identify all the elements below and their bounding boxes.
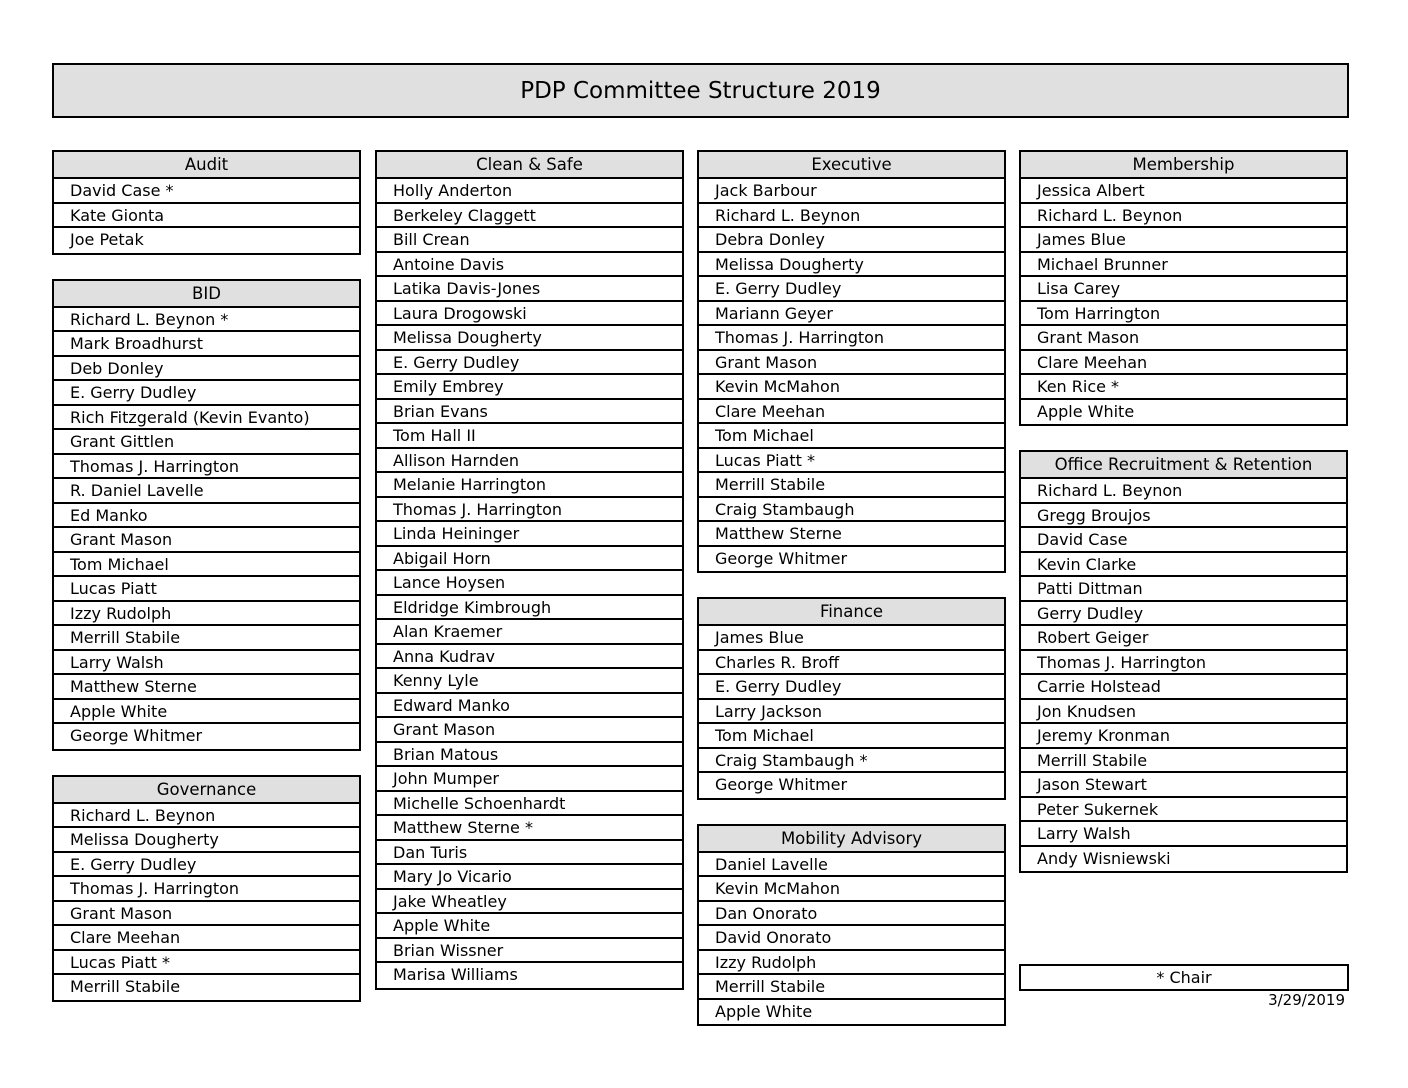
member-row: Michael Brunner [1021,253,1346,278]
member-row: Tom Michael [54,553,359,578]
member-row: E. Gerry Dudley [54,381,359,406]
member-row: Charles R. Broff [699,651,1004,676]
member-row: Thomas J. Harrington [54,455,359,480]
member-row: Grant Mason [377,718,682,743]
member-row: Robert Geiger [1021,626,1346,651]
member-row: David Case * [54,179,359,204]
member-row: Antoine Davis [377,253,682,278]
member-row: Merrill Stabile [1021,749,1346,774]
member-row: Richard L. Beynon [1021,479,1346,504]
member-row: Abigail Horn [377,547,682,572]
member-row: Holly Anderton [377,179,682,204]
member-row: Brian Matous [377,743,682,768]
member-row: Matthew Sterne * [377,816,682,841]
member-row: Merrill Stabile [54,626,359,651]
member-row: Rich Fitzgerald (Kevin Evanto) [54,406,359,431]
member-row: Apple White [54,700,359,725]
column-2 [375,150,684,990]
member-row: Dan Turis [377,841,682,866]
member-row: Izzy Rudolph [699,951,1004,976]
member-row: George Whitmer [715,548,848,568]
member-row: Larry Jackson [699,700,1004,725]
member-row: Thomas J. Harrington [377,498,682,523]
committee-header: BID [54,281,359,308]
member-row: E. Gerry Dudley [54,853,359,878]
member-row: Gregg Broujos [1021,504,1346,529]
member-row: Kevin McMahon [699,375,1004,400]
member-row: Jeremy Kronman [1021,724,1346,749]
member-row: Tom Harrington [1021,302,1346,327]
member-row: Alan Kraemer [377,620,682,645]
member-row: Carrie Holstead [1021,675,1346,700]
member-row: James Blue [699,626,1004,651]
member-row: James Blue [1021,228,1346,253]
member-row: Clare Meehan [699,400,1004,425]
committee-clean-safe [375,150,684,990]
member-row: Brian Evans [377,400,682,425]
member-row: Allison Harnden [377,449,682,474]
member-row: David Onorato [699,926,1004,951]
member-row: Richard L. Beynon [699,204,1004,229]
member-row: Thomas J. Harrington [699,326,1004,351]
member-row: John Mumper [377,767,682,792]
member-row: Grant Mason [699,351,1004,376]
member-row: Lucas Piatt * [54,951,359,976]
member-row: Daniel Lavelle [699,853,1004,878]
member-row: Linda Heininger [377,522,682,547]
committee-header: Office Recruitment & Retention [1021,452,1346,479]
member-row: Marisa Williams [393,965,518,984]
committee-governance [52,775,361,1002]
member-row: Jake Wheatley [377,890,682,915]
member-row: R. Daniel Lavelle [54,479,359,504]
member-row: Clare Meehan [54,926,359,951]
member-row: Richard L. Beynon [54,804,359,829]
member-row: George Whitmer [715,775,848,794]
committee-header: Mobility Advisory [699,826,1004,853]
member-row: Brian Wissner [377,939,682,964]
member-row: Berkeley Claggett [377,204,682,229]
chair-legend: * Chair [1019,964,1349,991]
column-3 [697,150,1006,1026]
member-row: Matthew Sterne [54,675,359,700]
member-row: Mark Broadhurst [54,332,359,357]
member-row: Tom Michael [699,424,1004,449]
committee-finance [697,597,1006,800]
member-row: Izzy Rudolph [54,602,359,627]
member-row: Lucas Piatt [54,577,359,602]
member-row: Thomas J. Harrington [1021,651,1346,676]
member-row: Lance Hoysen [377,571,682,596]
member-row: Laura Drogowski [377,302,682,327]
member-row: Peter Sukernek [1021,798,1346,823]
committee-office-recruitment-retention [1019,450,1348,873]
member-row: Melissa Dougherty [377,326,682,351]
member-row: Merrill Stabile [699,473,1004,498]
member-row: Ken Rice * [1021,375,1346,400]
member-row: David Case [1021,528,1346,553]
member-row: Jessica Albert [1021,179,1346,204]
committee-header: Finance [699,599,1004,626]
member-row: E. Gerry Dudley [377,351,682,376]
member-row: Tom Hall II [377,424,682,449]
member-row: Edward Manko [377,694,682,719]
member-row: Kenny Lyle [377,669,682,694]
committee-header: Governance [54,777,359,804]
member-row: Melissa Dougherty [699,253,1004,278]
member-row: Lisa Carey [1021,277,1346,302]
member-row: Clare Meehan [1021,351,1346,376]
member-row: Grant Gittlen [54,430,359,455]
document-date: 3/29/2019 [1268,991,1345,1009]
member-row: George Whitmer [70,726,203,745]
member-row: Anna Kudrav [377,645,682,670]
member-row: Apple White [715,1001,813,1021]
member-row: Grant Mason [54,528,359,553]
member-row: Eldridge Kimbrough [377,596,682,621]
member-row: Jason Stewart [1021,773,1346,798]
member-row: Larry Walsh [1021,822,1346,847]
member-row: Kevin McMahon [699,877,1004,902]
committee-bid [52,279,361,751]
member-row: Grant Mason [1021,326,1346,351]
member-row: Thomas J. Harrington [54,877,359,902]
member-row: Richard L. Beynon [1021,204,1346,229]
committee-mobility-advisory [697,824,1006,1027]
member-row: Latika Davis-Jones [377,277,682,302]
member-row: Kevin Clarke [1021,553,1346,578]
member-row: Craig Stambaugh * [699,749,1004,774]
member-row: Joe Petak [70,230,144,249]
member-row: Melanie Harrington [377,473,682,498]
member-row: Matthew Sterne [699,522,1004,547]
member-row: Apple White [1037,401,1135,421]
column-1 [52,150,361,1002]
member-row: Grant Mason [54,902,359,927]
member-row: Merrill Stabile [699,975,1004,1000]
member-row: Gerry Dudley [1021,602,1346,627]
member-row: Michelle Schoenhardt [377,792,682,817]
member-row: Jon Knudsen [1021,700,1346,725]
member-row: Kate Gionta [54,204,359,229]
member-row: Debra Donley [699,228,1004,253]
committee-header: Executive [699,152,1004,179]
committee-audit [52,150,361,255]
member-row: Patti Dittman [1021,577,1346,602]
member-row: Tom Michael [699,724,1004,749]
member-row: Andy Wisniewski [1037,848,1171,868]
column-4 [1019,150,1348,873]
member-row: Bill Crean [377,228,682,253]
member-row: Deb Donley [54,357,359,382]
committee-header: Audit [54,152,359,179]
member-row: Emily Embrey [377,375,682,400]
member-row: Jack Barbour [699,179,1004,204]
member-row: E. Gerry Dudley [699,277,1004,302]
committee-membership [1019,150,1348,426]
member-row: Ed Manko [54,504,359,529]
member-row: Richard L. Beynon * [54,308,359,333]
member-row: Mariann Geyer [699,302,1004,327]
member-row: E. Gerry Dudley [699,675,1004,700]
committee-header: Membership [1021,152,1346,179]
member-row: Larry Walsh [54,651,359,676]
committee-executive [697,150,1006,573]
member-row: Mary Jo Vicario [377,865,682,890]
member-row: Craig Stambaugh [699,498,1004,523]
member-row: Merrill Stabile [70,977,181,996]
member-row: Lucas Piatt * [699,449,1004,474]
member-row: Melissa Dougherty [54,828,359,853]
committee-header: Clean & Safe [377,152,682,179]
member-row: Dan Onorato [699,902,1004,927]
member-row: Apple White [377,914,682,939]
page-title: PDP Committee Structure 2019 [52,63,1349,118]
